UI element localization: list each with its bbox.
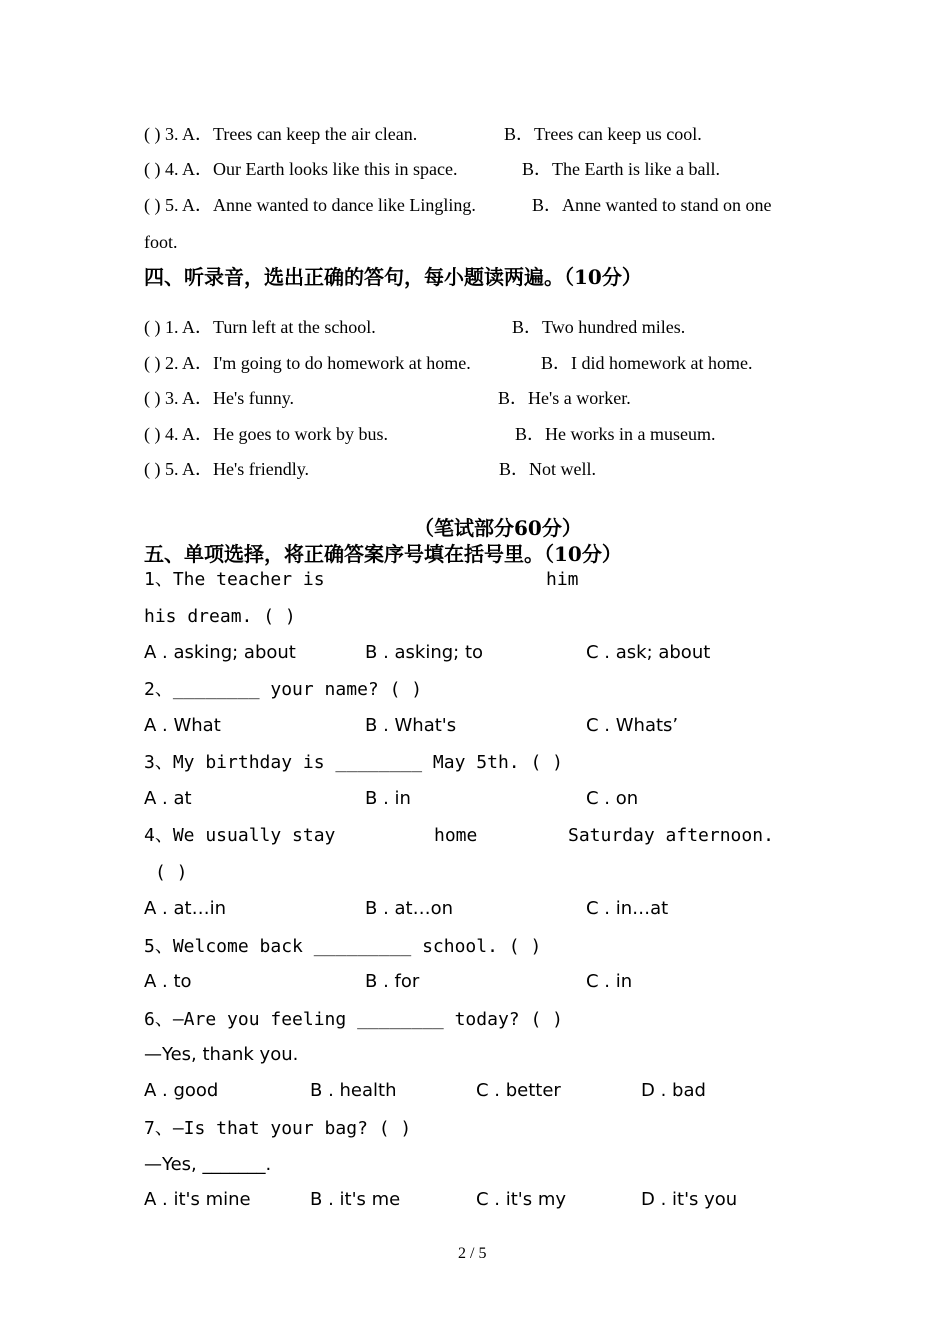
s3-q5-continued: foot. (144, 232, 178, 252)
s5-q5-text: 5、Welcome back _________ school. ( ) (144, 936, 542, 957)
s4-q3-b: B．He's a worker. (498, 388, 631, 408)
s5-q7-text: 7、—Is that your bag? ( ) (144, 1118, 412, 1139)
s5-q6-option-b: B . health (310, 1080, 397, 1101)
section5-heading: 五、单项选择，将正确答案序号填在括号里。（10分） (144, 542, 622, 566)
s3-q5-a: ( ) 5. A．Anne wanted to dance like Lingling. (144, 195, 476, 215)
s5-q2-option-c: C . Whats’ (586, 715, 679, 736)
s5-q4-option-a: A . at…in (144, 898, 226, 919)
s5-q5-option-b: B . for (365, 971, 420, 992)
s5-q6-text: 6、—Are you feeling ________ today? ( ) (144, 1009, 563, 1030)
s5-q3-option-c: C . on (586, 788, 639, 809)
s5-q4-option-b: B . at…on (365, 898, 454, 919)
s5-q6-option-a: A . good (144, 1080, 219, 1101)
page-number: 2 / 5 (458, 1245, 487, 1262)
s5-q7-option-d: D . it's you (641, 1189, 738, 1210)
s5-q2-option-b: B . What's (365, 715, 457, 736)
s4-q3-a: ( ) 3. A．He's funny. (144, 388, 295, 408)
s4-q2-a: ( ) 2. A．I'm going to do homework at home. (144, 353, 471, 373)
s5-q2-option-a: A . What (144, 715, 221, 736)
s5-q4-line2: ( ) (155, 862, 188, 883)
s5-q7-option-a: A . it's mine (144, 1189, 251, 1210)
s5-q7-option-c: C . it's my (476, 1189, 567, 1210)
s5-q1-line2: his dream. ( ) (144, 606, 296, 627)
s5-q1-option-c: C . ask; about (586, 642, 711, 663)
s3-q4-a: ( ) 4. A．Our Earth looks like this in space. (144, 159, 458, 179)
s5-q5-option-c: C . in (586, 971, 633, 992)
s5-q7-reply: —Yes, _______. (144, 1154, 272, 1175)
s5-q5-option-a: A . to (144, 971, 192, 992)
s5-q3-text: 3、My birthday is ________ May 5th. ( ) (144, 752, 563, 773)
s5-q3-option-a: A . at (144, 788, 192, 809)
s5-q4-option-c: C . in…at (586, 898, 669, 919)
s4-q2-b: B．I did homework at home. (541, 353, 753, 373)
s4-q1-b: B．Two hundred miles. (512, 317, 686, 337)
s5-q6-reply: —Yes, thank you. (144, 1044, 299, 1065)
s4-q4-b: B．He works in a museum. (515, 424, 716, 444)
s5-q4-part3: Saturday afternoon. (568, 825, 774, 846)
s5-q4-part2: home (434, 825, 478, 846)
s4-q5-a: ( ) 5. A．He's friendly. (144, 459, 310, 479)
s5-q7-option-b: B . it's me (310, 1189, 401, 1210)
s5-q2-text: 2、________ your name? ( ) (144, 679, 423, 700)
s5-q1-option-b: B . asking; to (365, 642, 484, 663)
s3-q5-b: B．Anne wanted to stand on one (532, 195, 772, 215)
s5-q4-part1: 4、We usually stay (144, 825, 336, 846)
section4-heading: 四、听录音，选出正确的答句，每小题读两遍。（10分） (144, 265, 642, 289)
s4-q4-a: ( ) 4. A．He goes to work by bus. (144, 424, 388, 444)
written-part-title: （笔试部分60分） (414, 516, 582, 540)
s4-q1-a: ( ) 1. A．Turn left at the school. (144, 317, 376, 337)
s5-q1-part1: 1、The teacher is (144, 569, 325, 590)
s3-q4-b: B．The Earth is like a ball. (522, 159, 720, 179)
s4-q5-b: B．Not well. (499, 459, 596, 479)
s3-q3-a: ( ) 3. A．Trees can keep the air clean. (144, 124, 418, 144)
s5-q6-option-d: D . bad (641, 1080, 706, 1101)
s5-q6-option-c: C . better (476, 1080, 561, 1101)
s3-q3-b: B．Trees can keep us cool. (504, 124, 702, 144)
s5-q1-option-a: A . asking; about (144, 642, 296, 663)
s5-q1-part2: him (546, 569, 579, 590)
s5-q3-option-b: B . in (365, 788, 411, 809)
